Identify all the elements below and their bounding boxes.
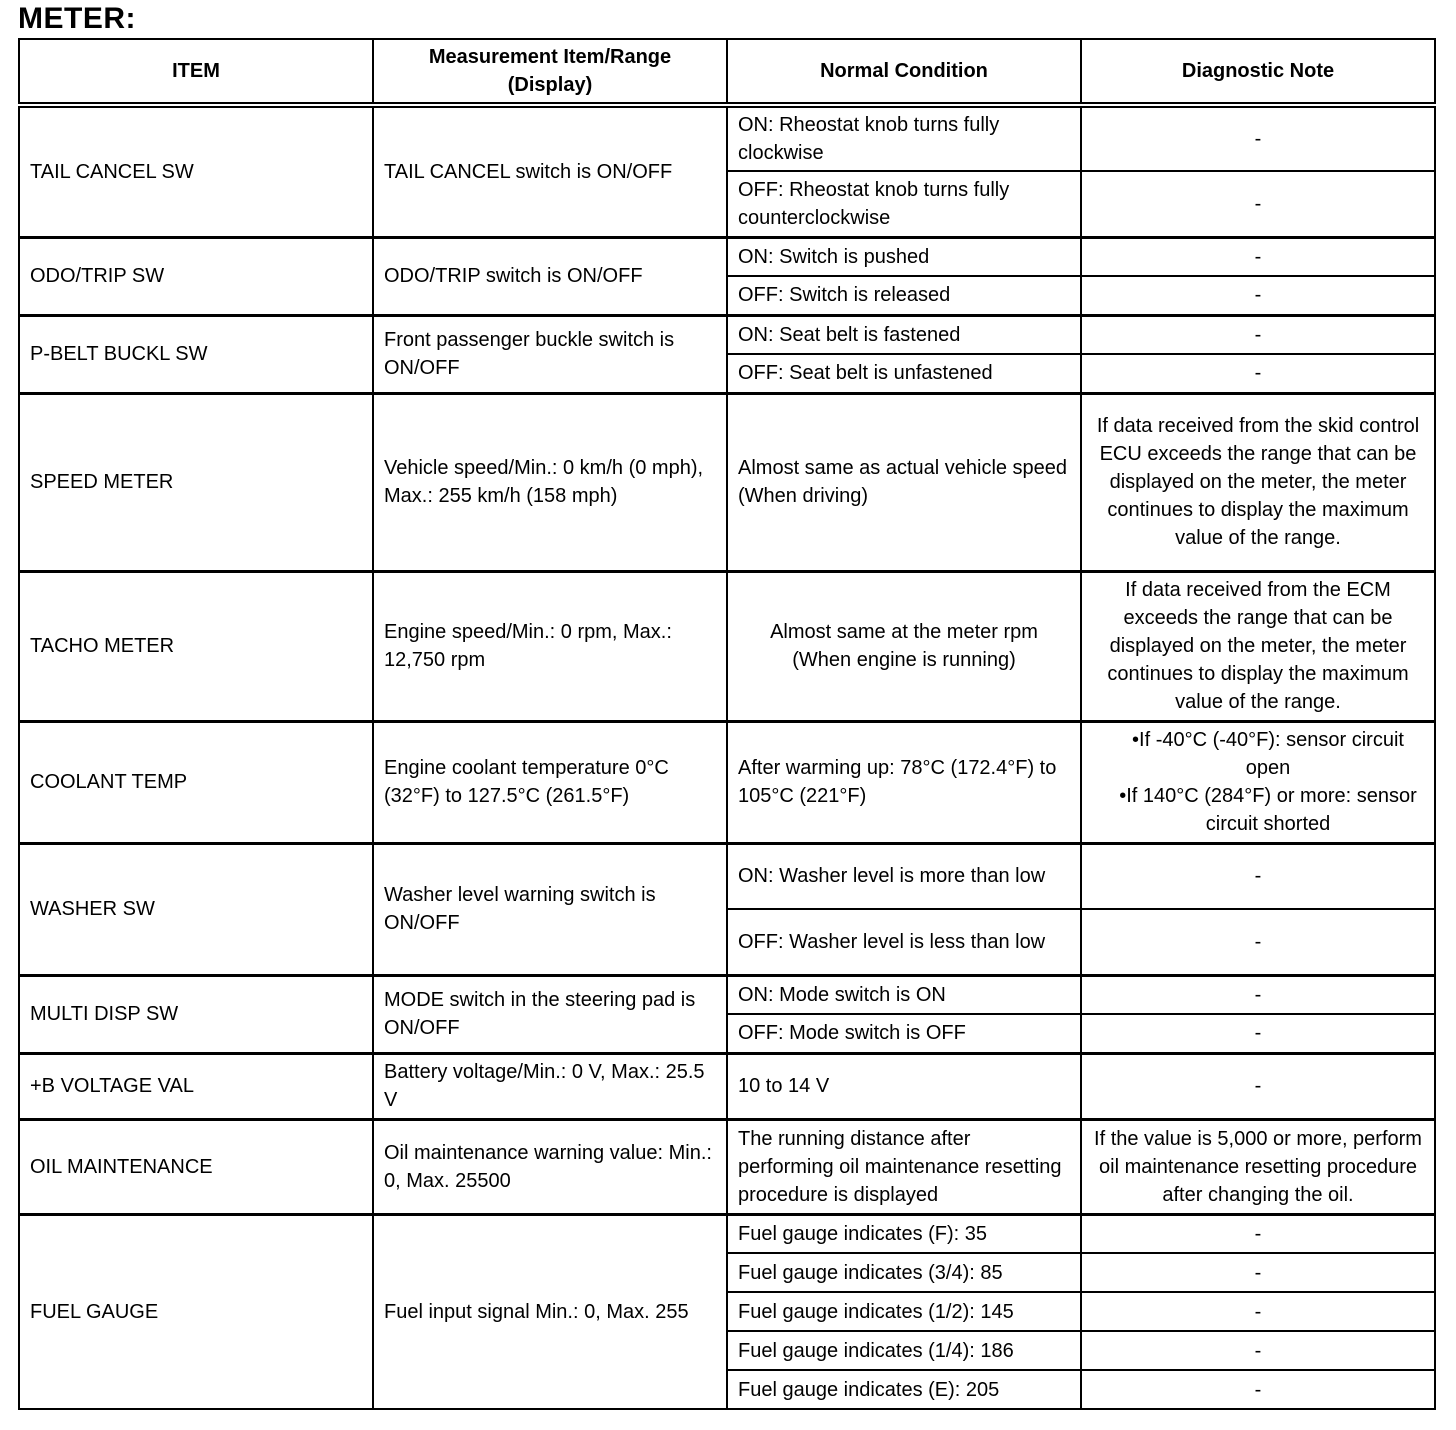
normal-condition-cell: OFF: Seat belt is unfastened [727, 354, 1081, 393]
measurement-cell: Front passenger buckle switch is ON/OFF [373, 315, 727, 393]
normal-condition-cell: ON: Seat belt is fastened [727, 315, 1081, 354]
table-row [19, 1053, 1435, 1119]
diagnostic-note-cell: - [1081, 1053, 1435, 1119]
measurement-cell: Battery voltage/Min.: 0 V, Max.: 25.5 V [373, 1053, 727, 1119]
diagnostic-note-cell: - [1081, 1253, 1435, 1292]
table-row [19, 975, 1435, 1014]
diagnostic-note-cell: - [1081, 171, 1435, 237]
normal-condition-cell: ON: Mode switch is ON [727, 975, 1081, 1014]
diagnostic-note-cell: - [1081, 1331, 1435, 1370]
table-header-row [19, 39, 1435, 105]
normal-condition-cell: OFF: Mode switch is OFF [727, 1014, 1081, 1053]
item-cell: WASHER SW [19, 843, 373, 975]
diagnostic-note-cell: - [1081, 1014, 1435, 1053]
item-cell: TAIL CANCEL SW [19, 105, 373, 237]
diagnostic-note-cell: - [1081, 909, 1435, 975]
normal-condition-cell: Fuel gauge indicates (3/4): 85 [727, 1253, 1081, 1292]
diagnostic-note-cell: If data received from the ECM exceeds the range that can be displayed on the meter, the meter continues to display the maximum value of the range. [1081, 571, 1435, 721]
item-cell: MULTI DISP SW [19, 975, 373, 1053]
header-normal-condition: Normal Condition [727, 39, 1081, 105]
item-cell: TACHO METER [19, 571, 373, 721]
table-row [19, 1119, 1435, 1214]
measurement-cell: Engine speed/Min.: 0 rpm, Max.: 12,750 rpm [373, 571, 727, 721]
page-title: METER: [18, 2, 136, 35]
diagnostic-note-line: •If -40°C (-40°F): sensor circuit open [1132, 729, 1404, 779]
diagnostic-note-cell: - [1081, 843, 1435, 909]
normal-condition-cell: Fuel gauge indicates (E): 205 [727, 1370, 1081, 1409]
item-cell: ODO/TRIP SW [19, 237, 373, 315]
item-cell: OIL MAINTENANCE [19, 1119, 373, 1214]
header-measurement: Measurement Item/Range (Display) [373, 39, 727, 105]
normal-condition-cell: OFF: Switch is released [727, 276, 1081, 315]
table-row [19, 1214, 1435, 1253]
table-row [19, 721, 1435, 843]
measurement-cell: Fuel input signal Min.: 0, Max. 255 [373, 1214, 727, 1409]
diagnostic-note-cell: - [1081, 237, 1435, 276]
measurement-cell: Washer level warning switch is ON/OFF [373, 843, 727, 975]
diagnostic-note-cell: - [1081, 354, 1435, 393]
diagnostic-note-cell: - [1081, 975, 1435, 1014]
normal-condition-cell: Fuel gauge indicates (1/4): 186 [727, 1331, 1081, 1370]
item-cell: +B VOLTAGE VAL [19, 1053, 373, 1119]
diagnostic-note-cell: - [1081, 315, 1435, 354]
diagnostic-note-cell [1081, 721, 1435, 843]
diagnostic-note-cell: - [1081, 1370, 1435, 1409]
item-cell: COOLANT TEMP [19, 721, 373, 843]
normal-condition-cell: The running distance after performing oil maintenance resetting procedure is displayed [727, 1119, 1081, 1214]
meter-table [18, 38, 1436, 1410]
table-row [19, 315, 1435, 354]
normal-condition-cell: Fuel gauge indicates (1/2): 145 [727, 1292, 1081, 1331]
normal-condition-cell: ON: Rheostat knob turns fully clockwise [727, 105, 1081, 171]
table-row [19, 237, 1435, 276]
header-diagnostic-note: Diagnostic Note [1081, 39, 1435, 105]
measurement-cell: Vehicle speed/Min.: 0 km/h (0 mph), Max.: 255 km/h (158 mph) [373, 393, 727, 571]
normal-condition-cell: After warming up: 78°C (172.4°F) to 105°C (221°F) [727, 721, 1081, 843]
normal-condition-cell: Fuel gauge indicates (F): 35 [727, 1214, 1081, 1253]
item-cell: SPEED METER [19, 393, 373, 571]
normal-condition-cell: OFF: Rheostat knob turns fully counterclockwise [727, 171, 1081, 237]
normal-condition-cell: Almost same as actual vehicle speed (When driving) [727, 393, 1081, 571]
diagnostic-note-cell: - [1081, 1292, 1435, 1331]
diagnostic-note-cell: - [1081, 1214, 1435, 1253]
normal-condition-cell: 10 to 14 V [727, 1053, 1081, 1119]
normal-condition-cell: ON: Switch is pushed [727, 237, 1081, 276]
diagnostic-note-cell: - [1081, 276, 1435, 315]
normal-condition-cell: OFF: Washer level is less than low [727, 909, 1081, 975]
normal-condition-cell: Almost same at the meter rpm (When engine is running) [727, 571, 1081, 721]
diagnostic-note-cell: If data received from the skid control ECU exceeds the range that can be displayed on the meter, the meter continues to display the maximum value of the range. [1081, 393, 1435, 571]
measurement-cell: TAIL CANCEL switch is ON/OFF [373, 105, 727, 237]
diagnostic-note-line: •If 140°C (284°F) or more: sensor circuit shorted [1119, 785, 1417, 835]
measurement-cell: MODE switch in the steering pad is ON/OFF [373, 975, 727, 1053]
measurement-cell: ODO/TRIP switch is ON/OFF [373, 237, 727, 315]
header-item: ITEM [19, 39, 373, 105]
measurement-cell: Engine coolant temperature 0°C (32°F) to 127.5°C (261.5°F) [373, 721, 727, 843]
table-row [19, 571, 1435, 721]
table-row [19, 105, 1435, 171]
table-row [19, 393, 1435, 571]
diagnostic-note-cell: - [1081, 105, 1435, 171]
diagnostic-note-cell: If the value is 5,000 or more, perform oil maintenance resetting procedure after changing the oil. [1081, 1119, 1435, 1214]
normal-condition-cell: ON: Washer level is more than low [727, 843, 1081, 909]
item-cell: P-BELT BUCKL SW [19, 315, 373, 393]
table-row [19, 843, 1435, 909]
item-cell: FUEL GAUGE [19, 1214, 373, 1409]
measurement-cell: Oil maintenance warning value: Min.: 0, Max. 25500 [373, 1119, 727, 1214]
